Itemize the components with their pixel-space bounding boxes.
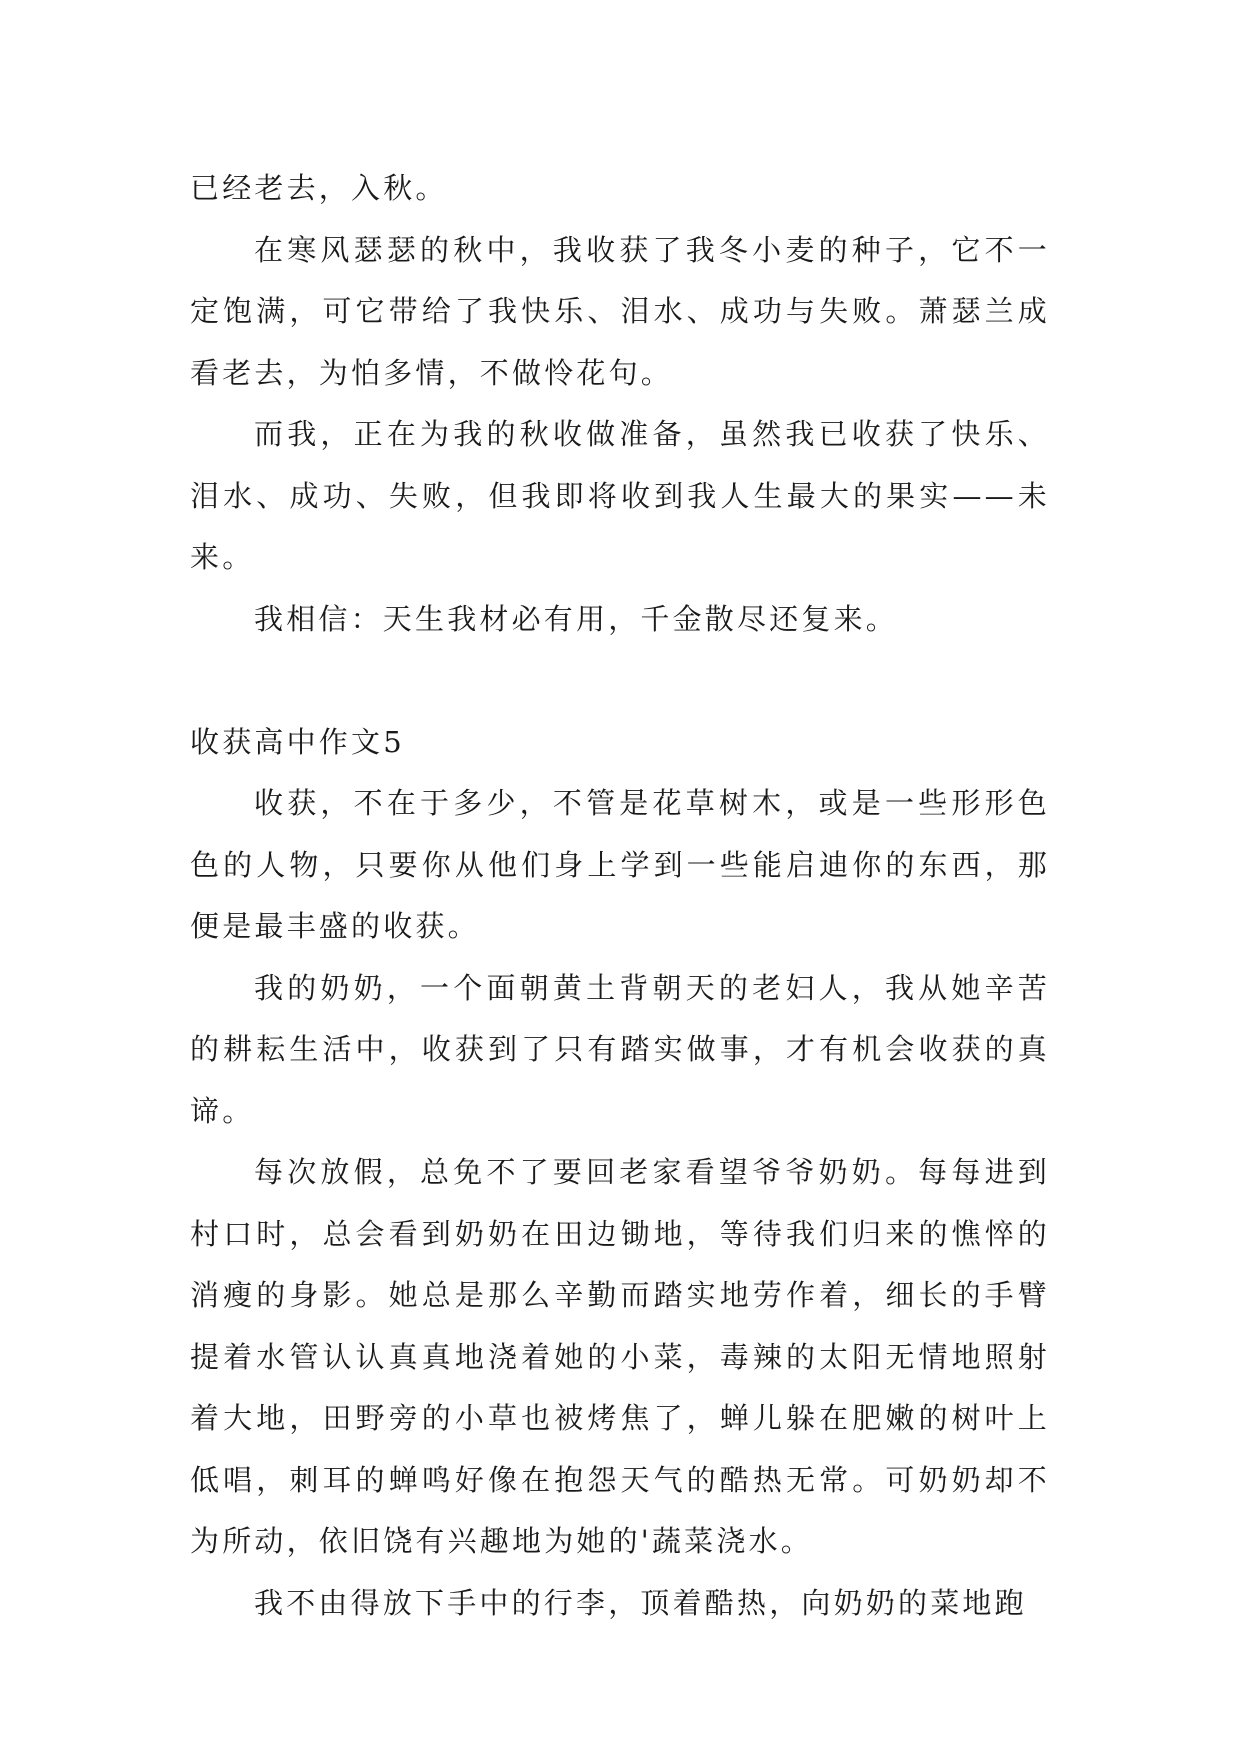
paragraph: 在寒风瑟瑟的秋中，我收获了我冬小麦的种子，它不一定饱满，可它带给了我快乐、泪水、成功与失败。萧瑟兰成看老去，为怕多情，不做怜花句。	[190, 232, 1050, 390]
paragraph: 而我，正在为我的秋收做准备，虽然我已收获了快乐、泪水、成功、失败，但我即将收到我人生最大的果实——未来。	[190, 417, 1050, 574]
document-body	[190, 158, 1050, 1634]
paragraph-continuation: 已经老去，入秋。	[190, 171, 448, 205]
paragraph: 每次放假，总免不了要回老家看望爷爷奶奶。每每进到村口时，总会看到奶奶在田边锄地，等待我们归来的憔悴的消瘦的身影。她总是那么辛勤而踏实地劳作着，细长的手臂提着水管认认真真地浇着她的小菜，毒辣的太阳无情地照射着大地，田野旁的小草也被烤焦了，蝉儿躲在肥嫩的树叶上低唱，刺耳的蝉鸣好像在抱怨天气的酷热无常。可奶奶却不为所动，依旧饶有兴趣地为她的'蔬菜浇水。	[190, 1155, 1050, 1558]
paragraph: 我不由得放下手中的行李，顶着酷热，向奶奶的菜地跑	[254, 1585, 1027, 1620]
paragraph: 收获，不在于多少，不管是花草树木，或是一些形形色色的人物，只要你从他们身上学到一些能启迪你的东西，那便是最丰盛的收获。	[190, 786, 1050, 943]
section-spacer	[190, 650, 1050, 712]
paragraph: 我的奶奶，一个面朝黄土背朝天的老妇人，我从她辛苦的耕耘生活中，收获到了只有踏实做事，才有机会收获的真谛。	[190, 970, 1050, 1128]
section-title: 收获高中作文5	[190, 724, 405, 759]
paragraph: 我相信：天生我材必有用，千金散尽还复来。	[254, 601, 899, 636]
